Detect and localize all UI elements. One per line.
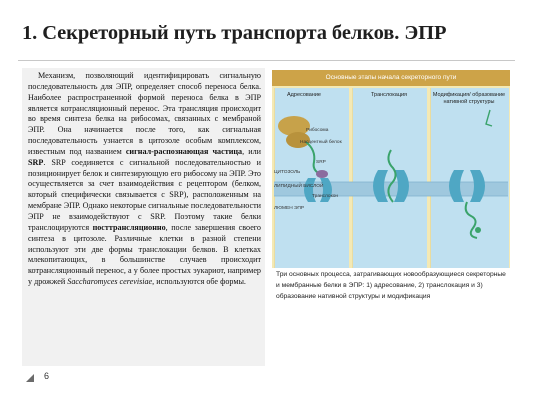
label-ribosome: Рибосома bbox=[306, 128, 329, 133]
label-nascent: Насцентный белок bbox=[300, 140, 342, 145]
label-membrane: ЛИПИДНЫЙ БИСЛОЙ bbox=[274, 184, 324, 189]
label-translocon: Транслокон bbox=[312, 194, 339, 199]
srp-icon bbox=[316, 170, 328, 178]
label-lumen: ЛЮМЕН ЭПР bbox=[274, 206, 305, 211]
body-text-5: , используются обе формы. bbox=[152, 277, 246, 287]
figure-illustration bbox=[272, 70, 510, 268]
body-text-3: . SRP соединяется с сигнальной последовательностью и позиционирует белок и синтезирующую его рибосому на ЭПР. Это осуществляется за счет взаимодействия с рецептором (белком, который специфически связывается с SRP), расположенным на мембране ЭПР. Однако некоторые сигнальные последовательности ЭПР не взаимодействуют с SRP. Поэтому такие белки транслоцируются bbox=[28, 157, 261, 232]
figure-caption: Три основных процесса, затрагивающих новообразующиеся секреторные и мембранные белки в ЭПР: 1) адресование, 2) транслокация и 3) образование нативной структуры и модификация bbox=[276, 271, 506, 301]
glycan-icon bbox=[475, 227, 481, 233]
term-yeast: Saccharomyces cerevisiae bbox=[67, 277, 153, 287]
label-srp: SRP bbox=[316, 160, 326, 165]
body-paragraph bbox=[28, 71, 261, 288]
body-text-2: , или bbox=[242, 146, 262, 156]
term-posttranslational: посттрансляционно bbox=[92, 222, 166, 232]
label-cytosol: ЦИТОЗОЛЬ bbox=[274, 170, 301, 175]
title-divider bbox=[18, 60, 515, 61]
nascent-chain-icon bbox=[306, 142, 320, 174]
body-text-4: , после завершения своего синтеза в цитозоле. Различные клетки в разной степени используют эти две формы транслокации белков. В клетках млекопитающих, в большинстве случаев происходит котрансляционный перенос, а у более простых эукариот, например у дрожжей bbox=[28, 222, 261, 287]
slide-marker-icon bbox=[24, 372, 36, 384]
term-srp: SRP bbox=[28, 157, 44, 167]
slide-title: 1. Секреторный путь транспорта белков. ЭПР bbox=[22, 22, 447, 44]
panel-label-targeting: Адресование bbox=[287, 92, 321, 98]
panel-label-translocation: Транслокация bbox=[370, 92, 408, 98]
body-text-1: Механизм, позволяющий идентифицировать сигнальную последовательность для ЭПР, определяет способ переноса белка. Наиболее распространенной формой переноса белка в ЭПР является котрансляционный перенос. Эта трансляция происходит во время синтеза белка на рибосомах, связанных с мембраной ЭПР. Она начинается после того, как сигнальная последовательность узнается в цитозоле особым комплексом, известным под названием bbox=[28, 71, 261, 156]
modification-arrow-icon bbox=[486, 110, 492, 126]
term-srp-full: сигнал-распознающая частица bbox=[125, 146, 243, 156]
page-number: 6 bbox=[44, 371, 50, 381]
folded-protein-icon bbox=[466, 202, 477, 238]
panel-label-modification: Модификация/ образование нативной структуры bbox=[432, 92, 506, 105]
figure-header: Основные этапы начала секреторного пути bbox=[272, 70, 510, 86]
